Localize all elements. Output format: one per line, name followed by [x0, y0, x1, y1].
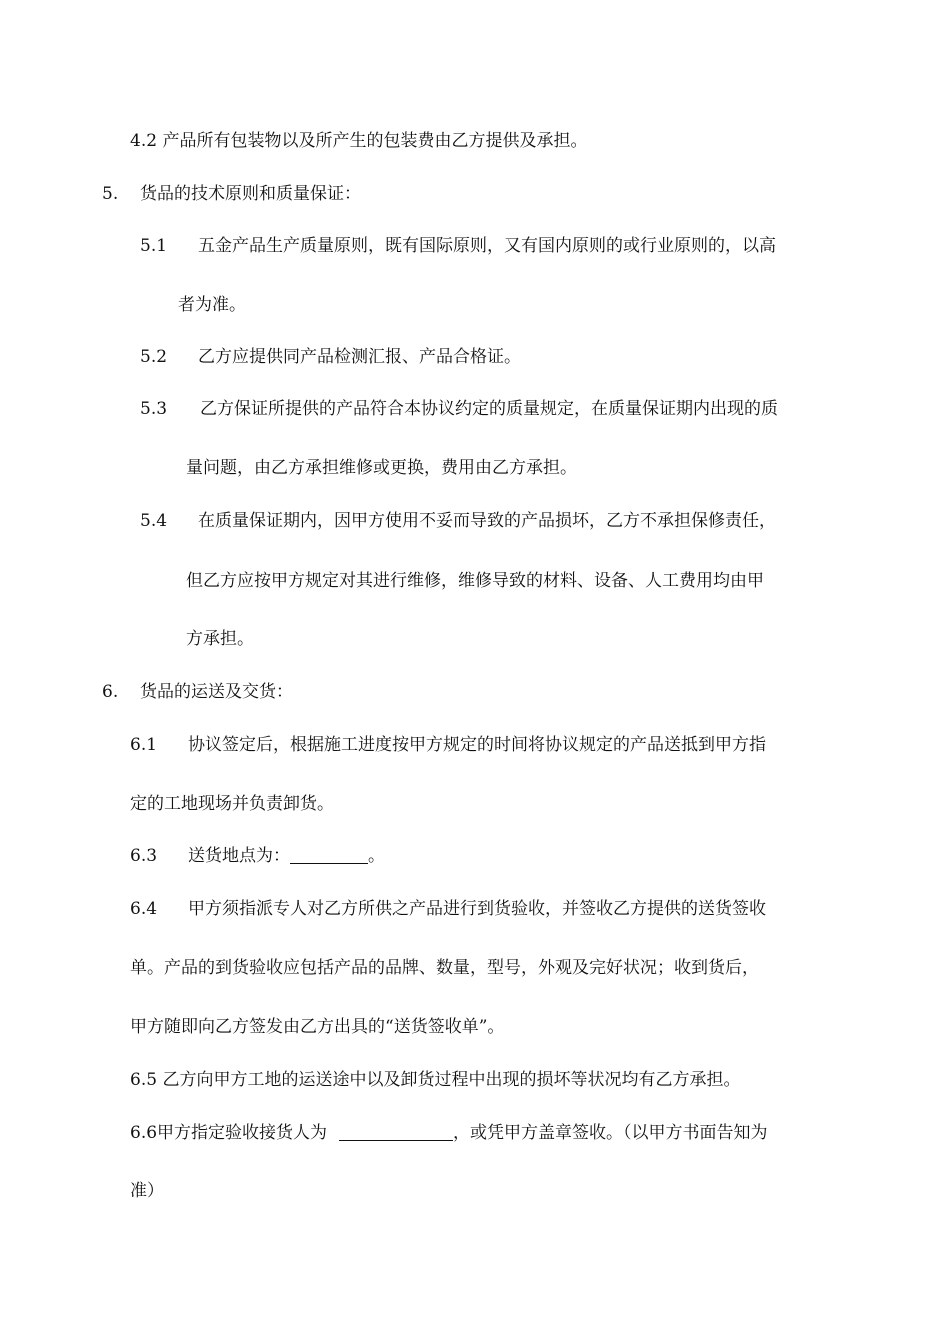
section-6-title: 货品的运送及交货： [140, 682, 293, 702]
clause-6-4-line1: 甲方须指派专人对乙方所供之产品进行到货验收，并签收乙方提供的送货签收 [188, 899, 766, 919]
clause-6-4-line2: 单。产品的到货验收应包括产品的品牌、数量，型号，外观及完好状况；收到货后， [130, 958, 759, 978]
clause-5-4-line3: 方承担。 [186, 629, 254, 649]
clause-6-5: 6.5 乙方向甲方工地的运送途中以及卸货过程中出现的损坏等状况均有乙方承担。 [130, 1070, 741, 1090]
clause-5-4-line1: 在质量保证期内，因甲方使用不妥而导致的产品损坏，乙方不承担保修责任， [198, 511, 776, 531]
clause-5-4-number: 5.4 [140, 511, 168, 531]
clause-6-4-number: 6.4 [130, 899, 158, 919]
clause-6-4-line3: 甲方随即向乙方签发由乙方出具的“送货签收单”。 [130, 1017, 505, 1037]
delivery-location-end: 。 [368, 846, 385, 866]
receiver-blank [339, 1122, 453, 1141]
clause-5-3-line2: 量问题，由乙方承担维修或更换，费用由乙方承担。 [186, 458, 577, 478]
clause-6-3-line1 [188, 845, 385, 867]
clause-5-1-line2: 者为准。 [178, 295, 246, 315]
clause-6-6-line1 [130, 1122, 768, 1144]
clause-6-1-number: 6.1 [130, 735, 158, 755]
section-6-number: 6. [102, 682, 119, 702]
clause-6-3-number: 6.3 [130, 846, 158, 866]
clause-5-1-number: 5.1 [140, 236, 168, 256]
delivery-location-label: 送货地点为： [188, 846, 290, 866]
clause-5-4-line2: 但乙方应按甲方规定对其进行维修，维修导致的材料、设备、人工费用均由甲 [186, 571, 764, 591]
clause-6-6-line2: 准） [130, 1181, 164, 1201]
section-5-number: 5. [102, 184, 119, 204]
receiver-tail: ，或凭甲方盖章签收。（以甲方书面告知为 [453, 1123, 768, 1143]
clause-5-2-line1: 乙方应提供同产品检测汇报、产品合格证。 [198, 347, 521, 367]
clause-4-2: 4.2 产品所有包装物以及所产生的包装费由乙方提供及承担。 [130, 131, 588, 151]
clause-5-3-number: 5.3 [140, 399, 168, 419]
delivery-location-blank [290, 845, 368, 864]
receiver-label: 6.6甲方指定验收接货人为 [130, 1123, 328, 1143]
clause-6-1-line2: 定的工地现场并负责卸货。 [130, 794, 334, 814]
section-5-title: 货品的技术原则和质量保证： [140, 184, 361, 204]
clause-5-3-line1: 乙方保证所提供的产品符合本协议约定的质量规定，在质量保证期内出现的质 [200, 399, 778, 419]
clause-6-1-line1: 协议签定后，根据施工进度按甲方规定的时间将协议规定的产品送抵到甲方指 [188, 735, 766, 755]
clause-5-2-number: 5.2 [140, 347, 168, 367]
clause-5-1-line1: 五金产品生产质量原则，既有国际原则，又有国内原则的或行业原则的，以高 [198, 236, 776, 256]
